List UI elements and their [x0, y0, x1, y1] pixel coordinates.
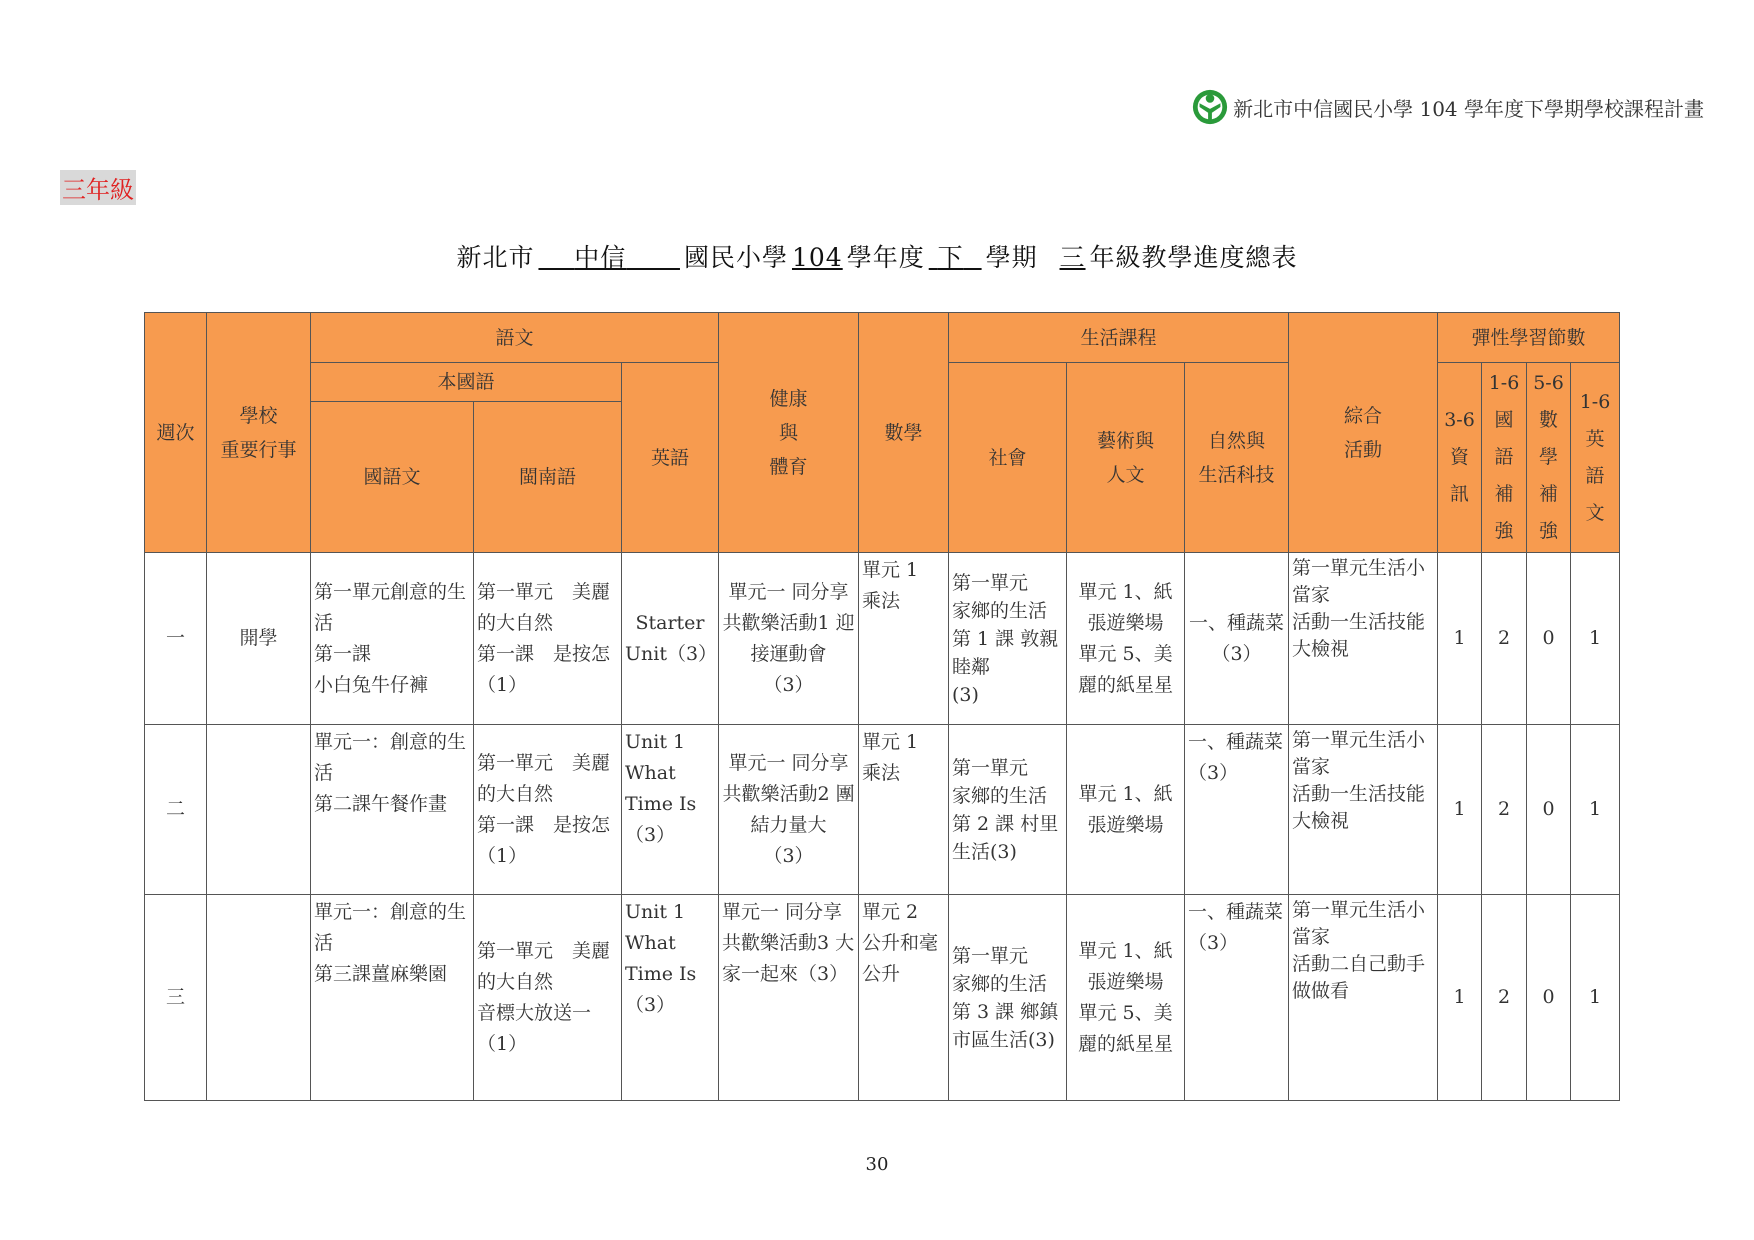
- cell-flex-it: 1: [1438, 895, 1482, 1101]
- cell-week: 二: [145, 725, 207, 895]
- cell-social: 第一單元 家鄉的生活 第 2 課 村里生活(3): [949, 725, 1067, 895]
- header-social: 社會: [949, 363, 1067, 553]
- cell-flex-it: 1: [1438, 553, 1482, 725]
- page-number: 30: [865, 1154, 889, 1175]
- cell-flex-it: 1: [1438, 725, 1482, 895]
- header-mandarin: 國語文: [311, 402, 474, 553]
- cell-arts: 單元 1、紙張遊樂場 單元 5、美麗的紙星星: [1067, 553, 1185, 725]
- table-row: [145, 895, 1620, 1101]
- cell-event: 開學: [207, 553, 311, 725]
- header-math: 數學: [859, 313, 949, 553]
- header-english: 英語: [622, 363, 719, 553]
- cell-flex-english: 1: [1571, 553, 1620, 725]
- header-minnan: 閩南語: [474, 402, 622, 553]
- cell-flex-math: 0: [1527, 725, 1571, 895]
- table-row: [145, 553, 1620, 725]
- title-grade: 三: [1059, 243, 1086, 272]
- title-year: 104: [791, 243, 843, 272]
- header-native-language: 本國語: [311, 363, 622, 402]
- teaching-progress-table: [144, 312, 1620, 1101]
- cell-flex-english: 1: [1571, 725, 1620, 895]
- cell-minnan: 第一單元 美麗的大自然 第一課 是按怎 （1）: [474, 725, 622, 895]
- cell-integrated: 第一單元生活小當家 活動一生活技能大檢視: [1289, 553, 1438, 725]
- header-flex-it: 3-6 資 訊: [1438, 363, 1482, 553]
- header-science: 自然與 生活科技: [1185, 363, 1289, 553]
- cell-science: 一、種蔬菜（3）: [1185, 725, 1289, 895]
- cell-flex-mandarin: 2: [1482, 553, 1527, 725]
- page-header: [1191, 88, 1704, 126]
- header-life: 生活課程: [949, 313, 1289, 363]
- header-flex-math: 5-6 數 學 補 強: [1527, 363, 1571, 553]
- header-flex-english: 1-6 英 語 文: [1571, 363, 1620, 553]
- document-title: [0, 238, 1754, 274]
- cell-integrated: 第一單元生活小當家 活動一生活技能大檢視: [1289, 725, 1438, 895]
- cell-health: 單元一 同分享共歡樂活動2 團結力量大 （3）: [719, 725, 859, 895]
- title-city: 新北市: [456, 243, 535, 272]
- cell-mandarin: 單元一：創意的生活 第二課午餐作畫: [311, 725, 474, 895]
- cell-health: 單元一 同分享共歡樂活動3 大家一起來（3）: [719, 895, 859, 1101]
- cell-event: [207, 725, 311, 895]
- header-week: 週次: [145, 313, 207, 553]
- header-flex-mandarin: 1-6 國 語 補 強: [1482, 363, 1527, 553]
- header-events: 學校 重要行事: [207, 313, 311, 553]
- cell-math: 單元 1 乘法: [859, 553, 949, 725]
- cell-flex-math: 0: [1527, 895, 1571, 1101]
- cell-event: [207, 895, 311, 1101]
- cell-math: 單元 2 公升和毫公升: [859, 895, 949, 1101]
- cell-math: 單元 1 乘法: [859, 725, 949, 895]
- table-row: [145, 725, 1620, 895]
- title-school: [534, 243, 684, 272]
- title-term-value: 下: [937, 243, 964, 272]
- cell-english: Unit 1 What Time Is（3）: [622, 895, 719, 1101]
- header-language: 語文: [311, 313, 719, 363]
- cell-minnan: 第一單元 美麗的大自然 第一課 是按怎（1）: [474, 553, 622, 725]
- cell-science: 一、種蔬菜（3）: [1185, 553, 1289, 725]
- cell-arts: 單元 1、紙張遊樂場 單元 5、美麗的紙星星: [1067, 895, 1185, 1101]
- cell-social: 第一單元 家鄉的生活 第 3 課 鄉鎮市區生活(3): [949, 895, 1067, 1101]
- title-term-suffix: 學期: [985, 243, 1038, 272]
- title-school-name: 中信: [574, 243, 627, 272]
- header-arts: 藝術與 人文: [1067, 363, 1185, 553]
- title-school-suffix: 國民小學: [683, 243, 788, 272]
- title-term: [925, 243, 986, 272]
- school-logo-icon: [1191, 88, 1229, 126]
- cell-flex-mandarin: 2: [1482, 895, 1527, 1101]
- title-grade-suffix: 年級教學進度總表: [1089, 243, 1298, 272]
- cell-mandarin: 單元一：創意的生活 第三課薑麻樂園: [311, 895, 474, 1101]
- header-flexible: 彈性學習節數: [1438, 313, 1620, 363]
- title-year-suffix: 學年度: [846, 243, 925, 272]
- cell-minnan: 第一單元 美麗的大自然 音標大放送一（1）: [474, 895, 622, 1101]
- cell-english: Unit 1 What Time Is（3）: [622, 725, 719, 895]
- cell-flex-english: 1: [1571, 895, 1620, 1101]
- cell-arts: 單元 1、紙張遊樂場: [1067, 725, 1185, 895]
- cell-english: Starter Unit（3）: [622, 553, 719, 725]
- cell-integrated: 第一單元生活小當家 活動二自己動手做做看: [1289, 895, 1438, 1101]
- cell-week: 一: [145, 553, 207, 725]
- cell-flex-mandarin: 2: [1482, 725, 1527, 895]
- cell-mandarin: 第一單元創意的生活 第一課 小白兔牛仔褲: [311, 553, 474, 725]
- grade-label: 三年級: [60, 170, 136, 205]
- cell-week: 三: [145, 895, 207, 1101]
- school-plan-title: 新北市中信國民小學 104 學年度下學期學校課程計畫: [1233, 96, 1704, 121]
- cell-health: 單元一 同分享共歡樂活動1 迎接運動會 （3）: [719, 553, 859, 725]
- header-health: 健康 與 體育: [719, 313, 859, 553]
- cell-social: 第一單元 家鄉的生活 第 1 課 敦親睦鄰 (3): [949, 553, 1067, 725]
- header-integrated: 綜合 活動: [1289, 313, 1438, 553]
- cell-science: 一、種蔬菜（3）: [1185, 895, 1289, 1101]
- cell-flex-math: 0: [1527, 553, 1571, 725]
